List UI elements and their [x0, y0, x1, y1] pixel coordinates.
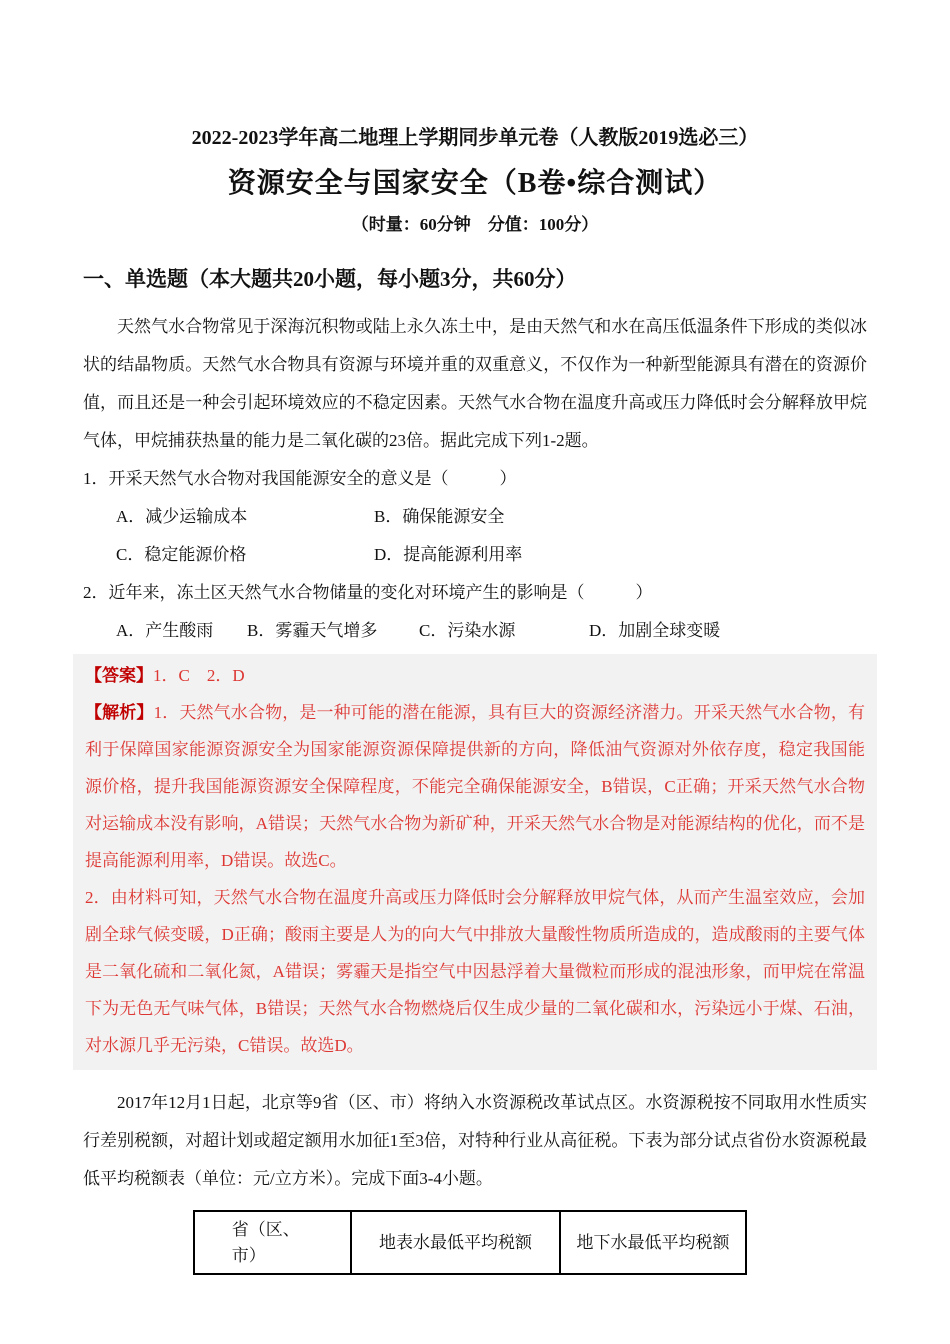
- answer-label: 【答案】: [85, 666, 153, 685]
- analysis-label: 【解析】: [85, 703, 154, 722]
- question-1-stem: 1．开采天然气水合物对我国能源安全的意义是（ ）: [83, 469, 517, 488]
- question-2-option-b: B．雾霾天气增多: [247, 621, 378, 640]
- question-1-option-b: B．确保能源安全: [374, 507, 505, 526]
- table-header-province: [194, 1211, 351, 1274]
- course-line: 2022-2023学年高二地理上学期同步单元卷（人教版2019选必三）: [191, 127, 759, 149]
- question-2-stem: 2．近年来，冻土区天然气水合物储量的变化对环境产生的影响是（ ）: [83, 583, 653, 602]
- question-1-option-d: D．提高能源利用率: [374, 545, 523, 564]
- answer-analysis-block: [73, 654, 877, 1070]
- table-header-province-text: 省（区、市）: [231, 1219, 300, 1265]
- answer-values: 1．C 2．D: [153, 666, 245, 685]
- passage-water-resource-tax: 2017年12月1日起，北京等9省（区、市）将纳入水资源税改革试点区。水资源税按不同取用水性质实行差别税额，对超计划或超定额用水加征1至3倍，对特种行业从高征税。下表为部分试点省份水资源税最低平均税额表（单位：元/立方米）。完成下面3-4小题。: [83, 1093, 867, 1188]
- tax-table-wrapper: [193, 1210, 867, 1275]
- table-header-row: [194, 1211, 746, 1274]
- question-2-options: [83, 612, 867, 650]
- question-1-options: [83, 498, 867, 574]
- analysis-paragraph-1: [85, 694, 865, 879]
- analysis-text-2: 2．由材料可知，天然气水合物在温度升高或压力降低时会分解释放甲烷气体，从而产生温室效应，会加剧全球气候变暖，D正确；酸雨主要是人为的向大气中排放大量酸性物质所造成的，造成酸雨的主要气体是二氧化硫和二氧化氮，A错误；雾霾天是指空气中因悬浮着大量微粒而形成的混浊形象，而甲烷在常温下为无色无气味气体，B错误；天然气水合物燃烧后仅生成少量的二氧化碳和水，污染远小于煤、石油，对水源几乎无污染，C错误。故选D。: [85, 888, 865, 1055]
- passage-gas-hydrate: 天然气水合物常见于深海沉积物或陆上永久冻土中，是由天然气和水在高压低温条件下形成的类似冰状的结晶物质。天然气水合物具有资源与环境并重的双重意义，不仅作为一种新型能源具有潜在的资源价值，而且还是一种会引起环境效应的不稳定因素。天然气水合物在温度升高或压力降低时会分解释放甲烷气体，甲烷捕获热量的能力是二氧化碳的23倍。据此完成下列1-2题。: [83, 317, 867, 450]
- question-1-option-a: A．减少运输成本: [116, 507, 248, 526]
- section-heading-single-choice: 一、单选题（本大题共20小题，每小题3分，共60分）: [83, 267, 577, 291]
- question-2: [83, 574, 867, 650]
- water-tax-table: [193, 1210, 747, 1275]
- question-2-option-a: A．产生酸雨: [116, 621, 214, 640]
- table-header-ground-water: 地下水最低平均税额: [560, 1211, 746, 1274]
- analysis-paragraph-2: [85, 879, 865, 1064]
- paper-title: 资源安全与国家安全（B卷•综合测试）: [227, 168, 723, 199]
- question-1-option-c: C．稳定能源价格: [116, 545, 247, 564]
- question-2-option-c: C．污染水源: [419, 621, 516, 640]
- question-1: [83, 460, 867, 574]
- duration-score-line: （时量：60分钟 分值：100分）: [351, 215, 599, 234]
- analysis-text-1: 1．天然气水合物，是一种可能的潜在能源，具有巨大的资源经济潜力。开采天然气水合物，有利于保障国家能源资源安全为国家能源资源保障提供新的方向，降低油气资源对外依存度，稳定我国能源价格，提升我国能源资源安全保障程度，不能完全确保能源安全，B错误，C正确；开采天然气水合物对运输成本没有影响，A错误；天然气水合物为新矿种，开采天然气水合物是对能源结构的优化，而不是提高能源利用率，D错误。故选C。: [85, 703, 865, 870]
- table-header-surface-water: 地表水最低平均税额: [351, 1211, 560, 1274]
- question-2-option-d: D．加剧全球变暖: [589, 621, 721, 640]
- answer-line: [85, 657, 865, 694]
